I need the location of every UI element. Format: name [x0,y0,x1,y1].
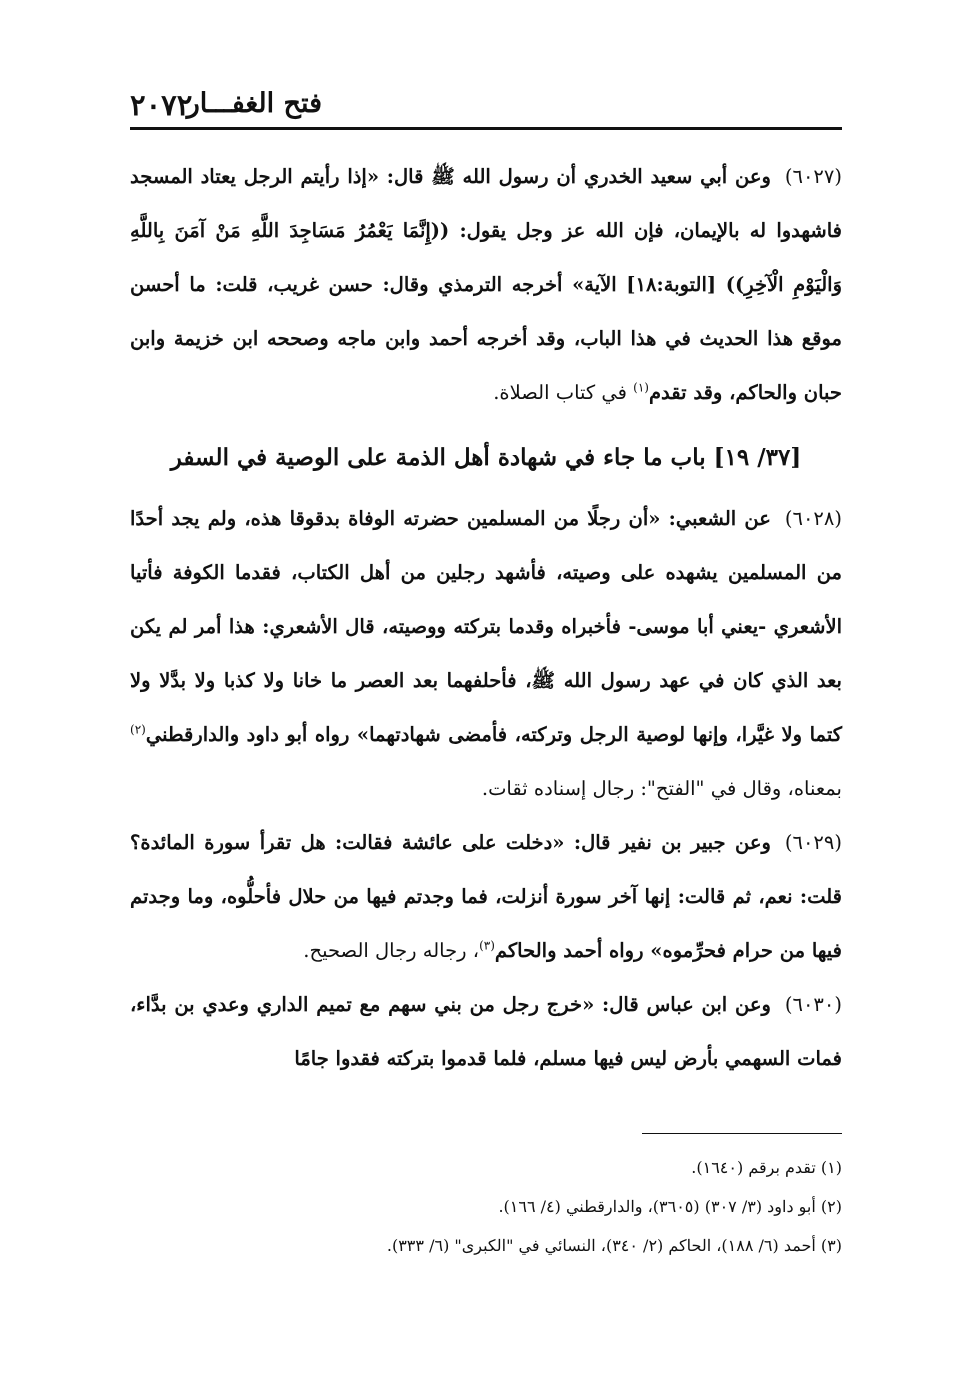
footnote-divider [642,1133,842,1134]
footnotes [130,1148,842,1265]
page-header [130,88,842,128]
footnote-ref[interactable]: (٣) [479,938,495,953]
footnote-1: (١) تقدم برقم (١٦٤٠). [691,1158,842,1177]
hadith-6029 [130,816,842,978]
hadith-6028 [130,492,842,816]
hadith-number: (٦٠٢٩) [784,831,842,854]
hadith-6027 [130,150,842,420]
header-divider [130,127,842,130]
chapter-heading: [٣٧/ ١٩] باب ما جاء في شهادة أهل الذمة على الوصية في السفر [170,444,802,471]
hadith-number: (٦٠٢٨) [784,507,842,530]
page-number: ٢٠٧٢ [130,88,193,122]
footnote-ref[interactable]: (١) [633,380,649,395]
hadith-number: (٦٠٣٠) [784,993,842,1016]
footnote-ref[interactable]: (٢) [130,722,146,737]
hadith-text: وعن ابن عباس قال: «خرج رجل من بني سهم مع تميم الداري وعدي بن بدَّاء، فمات السهمي بأرض ليس فيها مسلم، فلما قدموا بتركته فقدوا جامًا [130,993,842,1070]
hadith-number: (٦٠٢٧) [784,165,842,188]
footnote-2: (٢) أبو داود (٣/ ٣٠٧) (٣٦٠٥)، والدارقطني (٤/ ١٦٦). [498,1197,842,1216]
hadith-text-after: بمعناه، وقال في "الفتح": رجال إسناده ثقات. [481,777,842,800]
hadith-text: وعن جبير بن نفير قال: «دخلت على عائشة فقالت: هل تقرأ سورة المائدة؟ قلت: نعم، ثم قالت: إنها آخر سورة أنزلت، فما وجدتم فيها من حلال فأحلُّوه، وما وجدتم فيها من حرام فحرِّموه» رواه أحمد والحاكم [130,831,842,962]
hadith-6030 [130,978,842,1086]
main-text [130,150,842,1086]
hadith-text: وعن أبي سعيد الخدري أن رسول الله ﷺ قال: «إذا رأيتم الرجل يعتاد المسجد فاشهدوا له بالإيمان، فإن الله عز وجل يقول: ((إِنَّمَا يَعْمُرُ مَسَاجِدَ اللَّهِ مَنْ آمَنَ بِاللَّهِ وَالْيَوْمِ الْآخِرِ)) [التوبة:١٨] الآية» أخرجه الترمذي وقال: حسن غريب، قلت: ما أحسن موقع هذا الحديث في هذا الباب، وقد أخرجه أحمد وابن ماجه وصححه ابن خزيمة وابن حبان والحاكم، وقد تقدم [130,165,842,404]
footnote-3: (٣) أحمد (٦/ ١٨٨)، الحاكم (٢/ ٣٤٠)، النسائي في "الكبرى" (٦/ ٣٣٣). [386,1236,842,1255]
hadith-text-after: ، رجاله رجال الصحيح. [303,939,480,962]
hadith-text: عن الشعبي: «أن رجلًا من المسلمين حضرته الوفاة بدقوقا هذه، ولم يجد أحدًا من المسلمين يشهده على وصيته، فأشهد رجلين من أهل الكتاب، فقدما الكوفة فأتيا الأشعري -يعني أبا موسى- فأخبراه وقدما بتركته ووصيته، قال الأشعري: هذا أمر لم يكن بعد الذي كان في عهد رسول الله ﷺ، فأحلفهما بعد العصر ما خانا ولا كذبا ولا بدَّلا ولا كتما ولا غيَّرا، وإنها لوصية الرجل وتركته، فأمضى شهادتهما» رواه أبو داود والدارقطني [130,507,842,746]
running-title: فتح الغفـــار [186,88,322,119]
hadith-text-after: في كتاب الصلاة. [493,381,634,404]
